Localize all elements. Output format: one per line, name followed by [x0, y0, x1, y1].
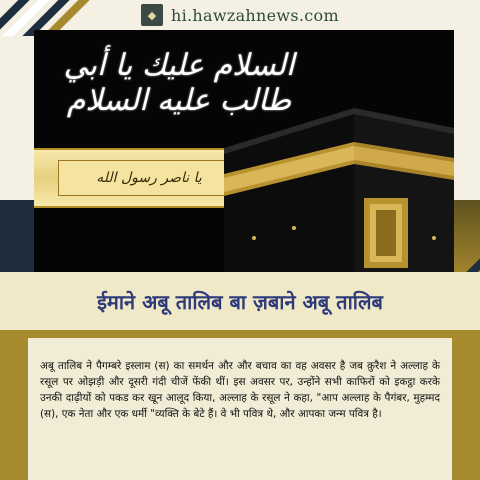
site-url[interactable]: hi.hawzahnews.com [171, 5, 339, 25]
hero-image [34, 30, 454, 272]
title-bar [0, 272, 480, 330]
hawzah-logo-icon[interactable]: ◆ [141, 4, 163, 26]
article-body: अबू तालिब ने पैगम्बरे इस्लाम (स) का समर्थन और और बचाव का वह अवसर है जब क़ुरैश ने अल्लाह के रसूल पर ओझड़ी और दूसरी गंदी चीजें फेंकी थीं। इस अवसर पर, उन्होंने सभी काफिरों को इकट्ठा करके उनकी दाढ़ीयों को पकड कर खून आलूद किया, अल्लाह के रसूल ने कहा, "आप अल्लाह के पैगंबर, मुहम्मद (स), एक नेता और एक धर्मी "व्यक्ति के बेटे हैं। वे भी पवित्र थे, और आपका जन्म पवित्र है। [40, 360, 440, 421]
arabic-calligraphy: السلام عليك يا أبي طالب عليه السلام [63, 48, 295, 118]
page-title: ईमाने अबू तालिब बा ज़बाने अबू तालिब [97, 289, 383, 314]
kaaba-icon [224, 88, 454, 272]
banner-text: يا ناصر رسول الله [58, 160, 240, 196]
site-header [0, 0, 480, 30]
side-accent [0, 200, 36, 280]
article-panel [28, 338, 452, 480]
